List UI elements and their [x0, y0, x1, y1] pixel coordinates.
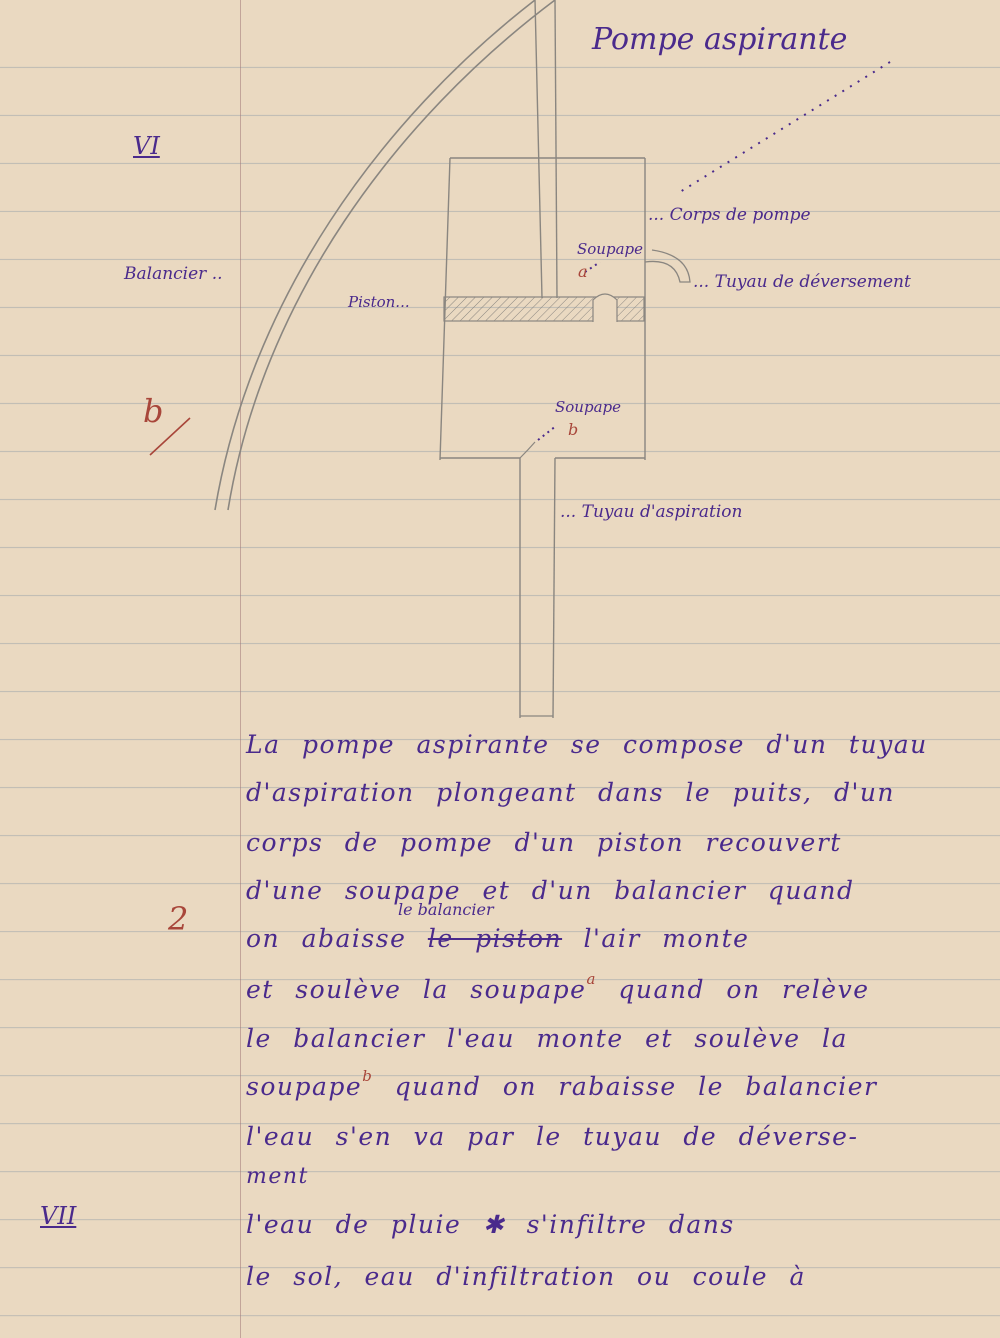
text-line-5-start: on abaisse: [246, 924, 407, 953]
lower-valve: [520, 442, 535, 458]
label-soupape-bottom: Soupape: [555, 398, 621, 416]
text-line-5-end: l'air monte: [583, 924, 750, 953]
upper-valve: [593, 294, 617, 322]
text-line-11: l'eau de pluie ✱ s'infiltre dans: [246, 1210, 735, 1239]
text-line-8-start: soupape: [246, 1072, 363, 1101]
label-tuyau-aspiration: ... Tuyau d'aspiration: [560, 502, 743, 522]
piston-rod-left: [535, 0, 542, 298]
text-line-8-end: quand on rabaisse le balancier: [394, 1072, 878, 1101]
label-soupape-bottom-letter: b: [568, 420, 579, 439]
insertion-le-balancier: le balancier: [398, 900, 494, 919]
piston-rod-right: [555, 0, 557, 298]
text-line-10: ment: [246, 1164, 309, 1189]
suction-pipe-right: [553, 458, 555, 718]
label-piston: Piston...: [348, 293, 410, 311]
text-line-6-start: et soulève la soupape: [246, 975, 587, 1004]
label-soupape-top: Soupape: [577, 240, 643, 258]
soupape-b-leader: [538, 426, 556, 440]
text-line-6-end: quand on relève: [618, 975, 870, 1004]
grade-mark-2: 2: [168, 900, 189, 938]
text-line-7: le balancier l'eau monte et soulève la: [246, 1024, 848, 1053]
label-tuyau-deversement: ... Tuyau de déversement: [693, 272, 911, 292]
label-soupape-top-letter: a: [578, 262, 588, 281]
balancier-arm-outer: [215, 0, 535, 510]
page-title: Pompe aspirante: [592, 22, 848, 57]
section-number-vi: VI: [133, 132, 160, 160]
text-line-4: d'une soupape et d'un balancier quand: [246, 876, 855, 905]
struck-text: le piston: [427, 924, 563, 953]
title-leader: [680, 62, 890, 192]
label-corps-de-pompe: ... Corps de pompe: [648, 205, 811, 225]
text-line-3: corps de pompe d'un piston recouvert: [246, 828, 842, 857]
discharge-pipe: [645, 250, 690, 282]
text-line-9: l'eau s'en va par le tuyau de déverse-: [246, 1122, 859, 1151]
text-line-8: [246, 1067, 878, 1101]
balancier-arm-inner: [228, 0, 555, 510]
text-line-2: d'aspiration plongeant dans le puits, d'un: [246, 778, 896, 807]
text-line-1: La pompe aspirante se compose d'un tuyau: [246, 730, 928, 759]
superscript-b: b: [362, 1067, 374, 1085]
text-line-5: [246, 924, 749, 953]
text-line-12: le sol, eau d'infiltration ou coule à: [246, 1262, 806, 1291]
section-number-vii: VII: [40, 1202, 77, 1230]
superscript-a: a: [586, 970, 597, 988]
label-balancier: Balancier ..: [124, 264, 223, 284]
grade-mark-b: b: [143, 392, 164, 430]
text-line-6: [246, 970, 870, 1004]
